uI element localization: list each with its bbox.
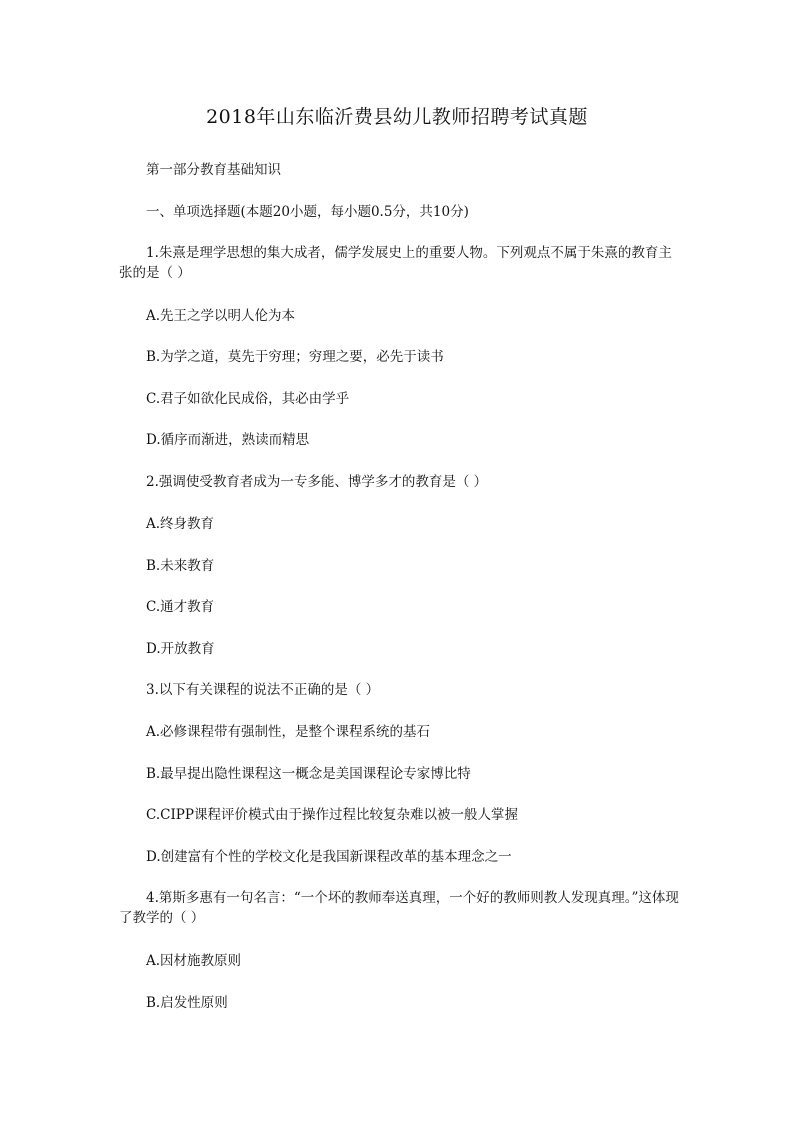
question-4-stem: 4.第斯多惠有一句名言：“一个坏的教师奉送真理，一个好的教师则教人发现真理。”这体现了教学的（ ） [119,890,679,926]
question-1-stem: 1.朱熹是理学思想的集大成者，儒学发展史上的重要人物。下列观点不属于朱熹的教育主张的是（ ） [119,245,672,281]
question-4-option-a: A.因材施教原则 [146,953,242,969]
question-1-option-a: A.先王之学以明人伦为本 [146,308,296,324]
question-2-option-a: A.终身教育 [146,516,215,532]
question-2-option-c: C.通才教育 [146,599,215,615]
question-2-stem: 2.强调使受教育者成为一专多能、博学多才的教育是（ ） [146,474,488,490]
question-3-option-d: D.创建富有个性的学校文化是我国新课程改革的基本理念之一 [146,849,512,865]
question-3-option-a: A.必修课程带有强制性，是整个课程系统的基石 [146,724,431,740]
question-3-option-b: B.最早提出隐性课程这一概念是美国课程论专家博比特 [146,766,471,782]
question-1-option-c: C.君子如欲化民成俗，其必由学乎 [146,391,350,407]
question-4-option-b: B.启发性原则 [146,995,228,1011]
question-1-option-d: D.循序而渐进，熟读而精思 [146,432,310,448]
part-heading: 一、单项选择题(本题20小题，每小题0.5分，共10分) [146,204,469,220]
question-2-option-d: D.开放教育 [146,641,215,657]
question-2-option-b: B.未来教育 [146,558,215,574]
document-title: 2018年山东临沂费县幼儿教师招聘考试真题 [206,106,588,128]
question-3-stem: 3.以下有关课程的说法不正确的是（ ） [146,682,380,698]
question-3-option-c: C.CIPP课程评价模式由于操作过程比较复杂难以被一般人掌握 [146,807,518,823]
section-heading: 第一部分教育基础知识 [146,162,281,178]
question-1-option-b: B.为学之道，莫先于穷理；穷理之要，必先于读书 [146,349,444,365]
